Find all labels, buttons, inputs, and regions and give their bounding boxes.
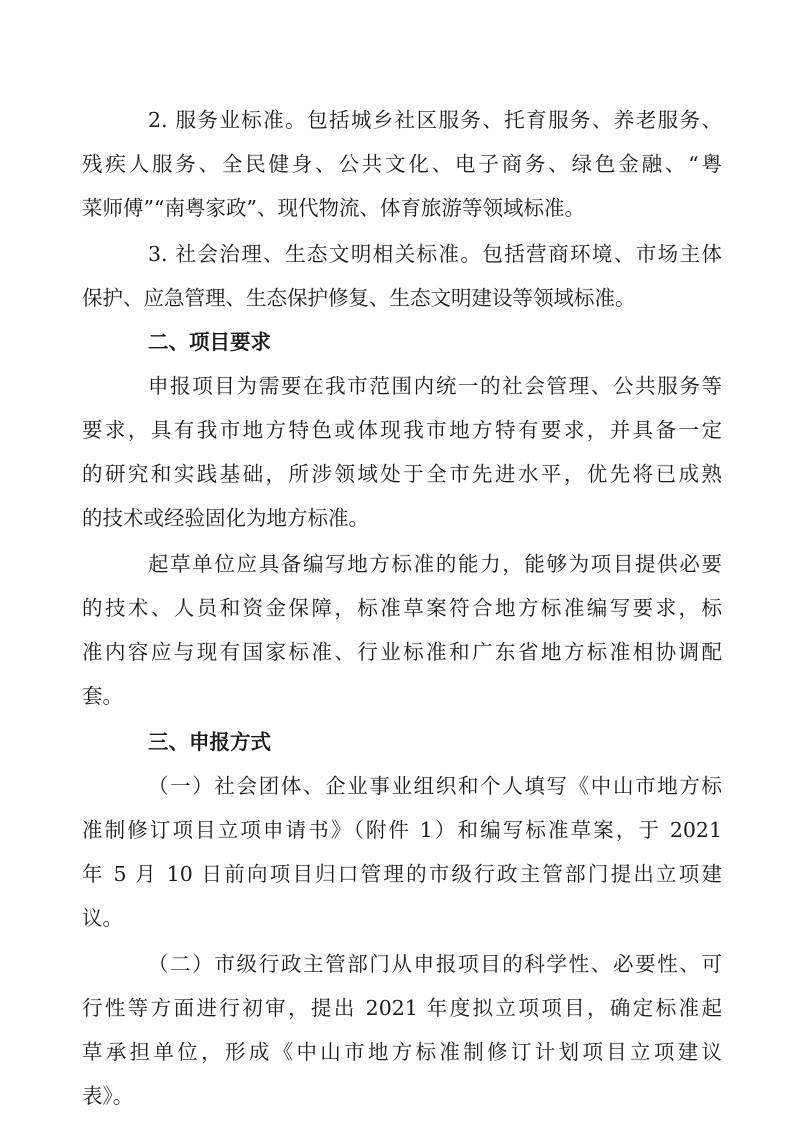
method-heading: 三、申报方式 xyxy=(148,730,271,754)
requirements-paragraph-2-line-1: 起草单位应具备编写地方标准的能力，能够为项目提供必要 xyxy=(148,552,722,576)
method-paragraph-1-line-3: 年 5 月 10 日前向项目归口管理的市级行政主管部门提出立项建 xyxy=(82,862,722,886)
requirements-paragraph-2-line-3: 准内容应与现有国家标准、行业标准和广东省地方标准相协调配 xyxy=(82,640,722,664)
method-paragraph-1-line-1: （一）社会团体、企业事业组织和个人填写《中山市地方标 xyxy=(148,774,722,798)
method-paragraph-2-line-4: 表》。 xyxy=(82,1084,134,1108)
method-paragraph-2-line-3: 草承担单位，形成《中山市地方标准制修订计划项目立项建议 xyxy=(82,1040,722,1064)
method-paragraph-2-line-1: （二）市级行政主管部门从申报项目的科学性、必要性、可 xyxy=(148,952,722,976)
requirements-paragraph-2-line-4: 套。 xyxy=(82,684,123,708)
service-item-line-3: 菜师傅”“南粤家政”、现代物流、体育旅游等领域标准。 xyxy=(82,196,585,220)
requirements-paragraph-1-line-4: 的技术或经验固化为地方标准。 xyxy=(82,506,369,530)
requirements-paragraph-1-line-2: 要求，具有我市地方特色或体现我市地方特有要求，并具备一定 xyxy=(82,418,722,442)
governance-item-line-2: 保护、应急管理、生态保护修复、生态文明建设等领域标准。 xyxy=(82,286,636,310)
method-paragraph-1-line-4: 议。 xyxy=(82,906,123,930)
method-paragraph-2-line-2: 行性等方面进行初审，提出 2021 年度拟立项项目，确定标准起 xyxy=(82,996,722,1020)
method-paragraph-1-line-2: 准制修订项目立项申请书》（附件 1）和编写标准草案，于 2021 xyxy=(82,818,722,842)
service-item-line-1: 2. 服务业标准。包括城乡社区服务、托育服务、养老服务、 xyxy=(148,108,722,132)
requirements-heading: 二、项目要求 xyxy=(148,330,271,354)
governance-item-line-1: 3. 社会治理、生态文明相关标准。包括营商环境、市场主体 xyxy=(148,242,722,266)
requirements-paragraph-2-line-2: 的技术、人员和资金保障，标准草案符合地方标准编写要求，标 xyxy=(82,596,722,620)
requirements-paragraph-1-line-3: 的研究和实践基础，所涉领域处于全市先进水平，优先将已成熟 xyxy=(82,462,722,486)
requirements-paragraph-1-line-1: 申报项目为需要在我市范围内统一的社会管理、公共服务等 xyxy=(148,374,722,398)
service-item-line-2: 残疾人服务、全民健身、公共文化、电子商务、绿色金融、“粤 xyxy=(82,152,722,176)
